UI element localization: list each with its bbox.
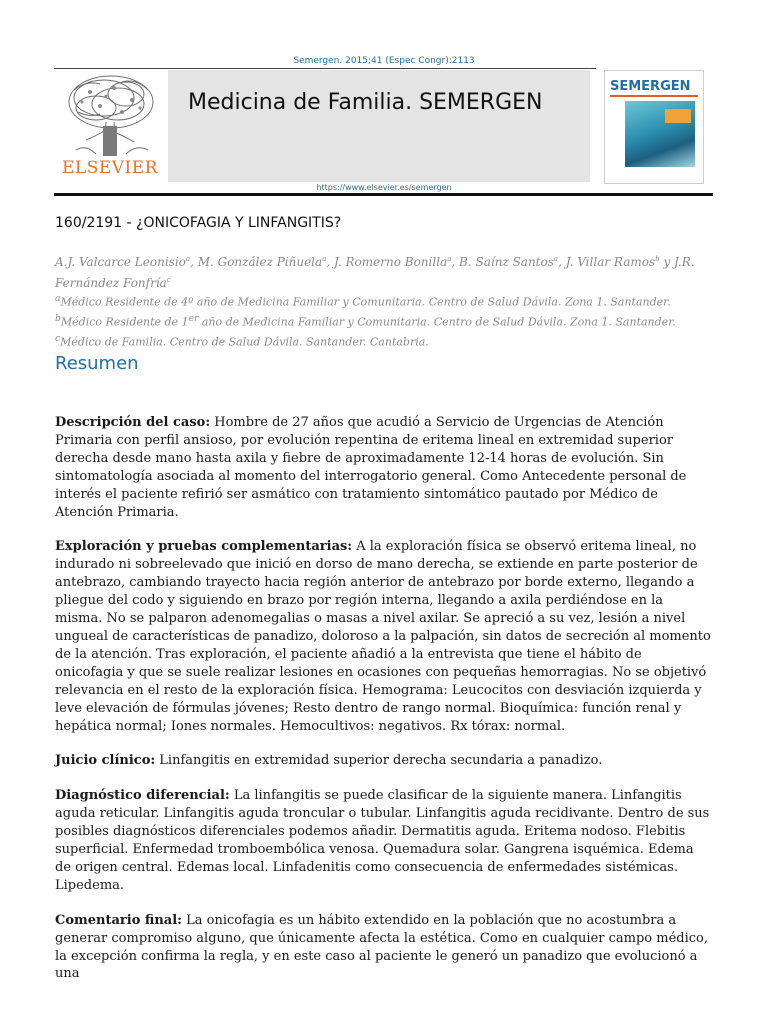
author-list — [55, 250, 710, 292]
author-affiliation-mark: a — [447, 255, 452, 263]
paragraph-text: La onicofagia es un hábito extendido en la población que no acostumbra a generar compromiso alguno, que únicamente afecta la estética. Como en cualquier campo médico, la excepción confirma la regla, y en este caso al paciente le generó un panadizo que evolucionó a una — [55, 912, 709, 982]
header-rule — [54, 68, 596, 69]
paragraph-text: Linfangitis en extremidad superior derecha secundaria a panadizo. — [155, 753, 603, 769]
author-separator: , — [326, 255, 335, 269]
abstract-paragraph — [55, 787, 713, 894]
affiliation-mark: b — [55, 313, 61, 325]
affiliation-mark: c — [55, 333, 61, 345]
affiliation-ordinal: er — [188, 313, 199, 325]
author-name: M. González Piñuela — [197, 255, 323, 269]
title-band — [168, 70, 590, 182]
abstract-paragraph — [55, 414, 713, 521]
abstract-paragraph — [55, 752, 713, 770]
citation[interactable]: Semergen. 2015;41 (Espec Congr):2113 — [293, 56, 475, 66]
affiliation-text: Médico Residente de 4º año de Medicina Familiar y Comunitaria. Centro de Salud Dávila. Zona 1. Santander. — [60, 295, 671, 309]
journal-cover — [604, 70, 704, 184]
abstract-paragraph — [55, 538, 713, 735]
affiliation-line — [55, 331, 710, 351]
author-separator: , — [558, 255, 566, 269]
author-affiliation-mark: a — [553, 255, 559, 263]
elsevier-wordmark: ELSEVIER — [62, 158, 158, 178]
author-affiliation-mark: a — [185, 255, 191, 263]
affiliation-list — [55, 291, 710, 351]
article-title: 160/2191 - ¿ONICOFAGIA Y LINFANGITIS? — [55, 215, 342, 231]
affiliation-line — [55, 311, 710, 331]
author-separator: , — [190, 255, 198, 269]
author-name: A.J. Valcarce Leonisio — [55, 255, 186, 269]
author-separator: y — [659, 255, 675, 269]
affiliation-text: año de Medicina Familiar y Comunitaria. Centro de Salud Dávila. Zona 1. Santander. — [198, 315, 676, 329]
author-affiliation-mark: a — [322, 255, 327, 263]
paragraph-label: Juicio clínico: — [55, 753, 156, 769]
cover-title: SEMERGEN — [610, 79, 691, 94]
paragraph-text: Hombre de 27 años que acudió a Servicio de Urgencias de Atención Primaria con perfil ansioso, por evolución repentina de eritema lineal en extremidad superior derecha desde mano hasta axila y fiebre de aproximadamente 12-14 horas de evolución. Sin sintomatología asociada al momento del interrogatorio general. Como Antecedente personal de interés el paciente refirió ser asmático con tratamiento sintomático pautado por Médico de Atención Primaria. — [55, 415, 687, 520]
paragraph-text: La linfangitis se puede clasificar de la siguiente manera. Linfangitis aguda reticular. Linfangitis aguda troncular o tubular. Linfangitis aguda recidivante. Dentro de sus posibles diagnósticos diferenciales podemos añadir. Dermatitis aguda. Eritema nodoso. Flebitis superficial. Enfermedad tromboembólica venosa. Quemadura solar. Gangrena isquémica. Edema de origen central. Edemas local. Linfadenitis como consecuencia de enfermedades sistémicas. Lipedema. — [55, 788, 710, 893]
affiliation-mark: a — [55, 293, 61, 304]
cover-band — [610, 95, 698, 97]
section-heading: Resumen — [55, 353, 139, 374]
paragraph-label: Descripción del caso: — [55, 415, 211, 430]
paragraph-label: Diagnóstico diferencial: — [55, 788, 230, 804]
author-affiliation-mark: b — [655, 255, 660, 263]
journal-url[interactable]: https://www.elsevier.es/semergen — [316, 183, 452, 192]
author-name: J. Romerno Bonilla — [334, 255, 448, 269]
paragraph-label: Comentario final: — [55, 912, 182, 928]
author-affiliation-mark: c — [166, 276, 171, 284]
header-thick-rule — [54, 193, 713, 196]
affiliation-line — [55, 291, 710, 311]
author-name: J.R. Fernández Fonfría — [55, 255, 695, 290]
author-name: B. Saínz Santos — [459, 255, 554, 269]
abstract-paragraph — [55, 912, 713, 984]
journal-title: Medicina de Familia. SEMERGEN — [188, 90, 543, 115]
abstract-body — [55, 414, 713, 1000]
cover-badge — [665, 109, 691, 123]
paragraph-label: Exploración y pruebas complementarias: — [55, 539, 353, 555]
author-separator: , — [451, 255, 460, 269]
elsevier-tree-icon — [56, 70, 166, 158]
author-name: J. Villar Ramos — [565, 255, 656, 269]
affiliation-text: Médico de Familia. Centro de Salud Dávila. Santander. Cantabria. — [60, 335, 429, 349]
affiliation-text-pre: Médico Residente de 1 — [60, 315, 189, 329]
paragraph-text: A la exploración física se observó eritema lineal, no indurado ni sobreelevado que inició en dorso de mano derecha, se extiende en parte posterior de antebrazo, cambiando trayecto hacia región anterior de antebrazo por borde externo, llegando a pliegue del codo y siguiendo en brazo por región interna, llegando a axila perdiéndose en la misma. No se palparon adenomegalias o masas a nivel axilar. Se apreció a su vez, lesión a nivel ungueal de características de panadizo, doloroso a la palpación, sin datos de secreción al momento de la atención. Tras exploración, el paciente añadió a la entrevista que tiene el hábito de onicofagia y que se suele realizar lesiones en ocasiones con pequeñas hemorragias. No se objetivó relevancia en el resto de la exploración física. Hemograma: Leucocitos con desviación izquierda y leve elevación de fórmulas jóvenes; Resto dentro de rango normal. Bioquímica: función renal y hepática normal; Iones normales. Hemocultivos: negativos. Rx tórax: normal. — [55, 539, 711, 734]
